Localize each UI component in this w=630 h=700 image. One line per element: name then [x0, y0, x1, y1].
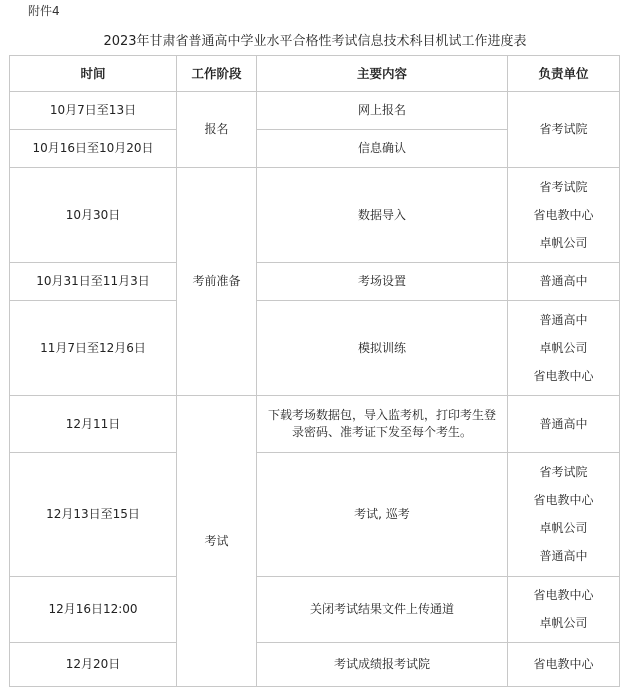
stage-cell: 考前准备 — [177, 168, 257, 396]
table-row — [10, 92, 620, 130]
attachment-label: 附件4 — [28, 4, 60, 18]
unit-cell — [508, 453, 620, 577]
header-time: 时间 — [10, 56, 177, 92]
table-row — [10, 301, 620, 396]
schedule-table — [9, 55, 620, 687]
unit-name: 普通高中 — [539, 416, 588, 431]
unit-cell — [508, 168, 620, 263]
time-cell: 10月30日 — [10, 168, 177, 263]
unit-name: 省电教中心 — [533, 368, 594, 383]
content-cell: 考场设置 — [257, 263, 508, 301]
time-cell: 11月7日至12月6日 — [10, 301, 177, 396]
header-stage: 工作阶段 — [177, 56, 257, 92]
time-cell: 10月31日至11月3日 — [10, 263, 177, 301]
unit-name: 省电教中心 — [533, 207, 594, 222]
unit-cell — [508, 577, 620, 643]
stage-cell: 考试 — [177, 396, 257, 687]
time-cell: 12月13日至15日 — [10, 453, 177, 577]
unit-cell — [508, 396, 620, 453]
table-row — [10, 263, 620, 301]
unit-name: 卓帆公司 — [539, 340, 588, 355]
table-row — [10, 396, 620, 453]
content-cell: 信息确认 — [257, 130, 508, 168]
header-unit: 负责单位 — [508, 56, 620, 92]
unit-name: 卓帆公司 — [539, 235, 588, 250]
content-cell: 下载考场数据包，导入监考机，打印考生登录密码、准考证下发至每个考生。 — [257, 396, 508, 453]
table-row — [10, 168, 620, 263]
time-cell: 12月20日 — [10, 643, 177, 687]
unit-name: 省考试院 — [539, 122, 588, 136]
table-row — [10, 577, 620, 643]
unit-name: 普通高中 — [539, 549, 588, 563]
unit-name: 省考试院 — [539, 179, 588, 194]
unit-cell — [508, 643, 620, 687]
unit-name: 卓帆公司 — [539, 616, 588, 630]
time-cell: 12月11日 — [10, 396, 177, 453]
time-cell: 10月16日至10月20日 — [10, 130, 177, 168]
document-title: 2023年甘肃省普通高中学业水平合格性考试信息技术科目机试工作进度表 — [103, 34, 527, 49]
table-row — [10, 453, 620, 577]
header-content: 主要内容 — [257, 56, 508, 92]
time-cell: 10月7日至13日 — [10, 92, 177, 130]
header-row — [10, 56, 620, 92]
content-cell: 关闭考试结果文件上传通道 — [257, 577, 508, 643]
table-row — [10, 643, 620, 687]
content-cell: 考试成绩报考试院 — [257, 643, 508, 687]
content-cell: 数据导入 — [257, 168, 508, 263]
unit-name: 省电教中心 — [533, 493, 594, 507]
stage-cell: 报名 — [177, 92, 257, 168]
time-cell: 12月16日12:00 — [10, 577, 177, 643]
content-cell: 模拟训练 — [257, 301, 508, 396]
unit-name: 省电教中心 — [533, 657, 594, 671]
unit-name: 卓帆公司 — [539, 521, 588, 535]
unit-name: 普通高中 — [539, 274, 588, 288]
content-cell: 考试, 巡考 — [257, 453, 508, 577]
unit-cell — [508, 263, 620, 301]
unit-name: 省电教中心 — [533, 588, 594, 602]
unit-name: 普通高中 — [539, 312, 588, 327]
unit-cell — [508, 301, 620, 396]
content-cell: 网上报名 — [257, 92, 508, 130]
unit-name: 省考试院 — [539, 465, 588, 479]
unit-cell — [508, 92, 620, 168]
